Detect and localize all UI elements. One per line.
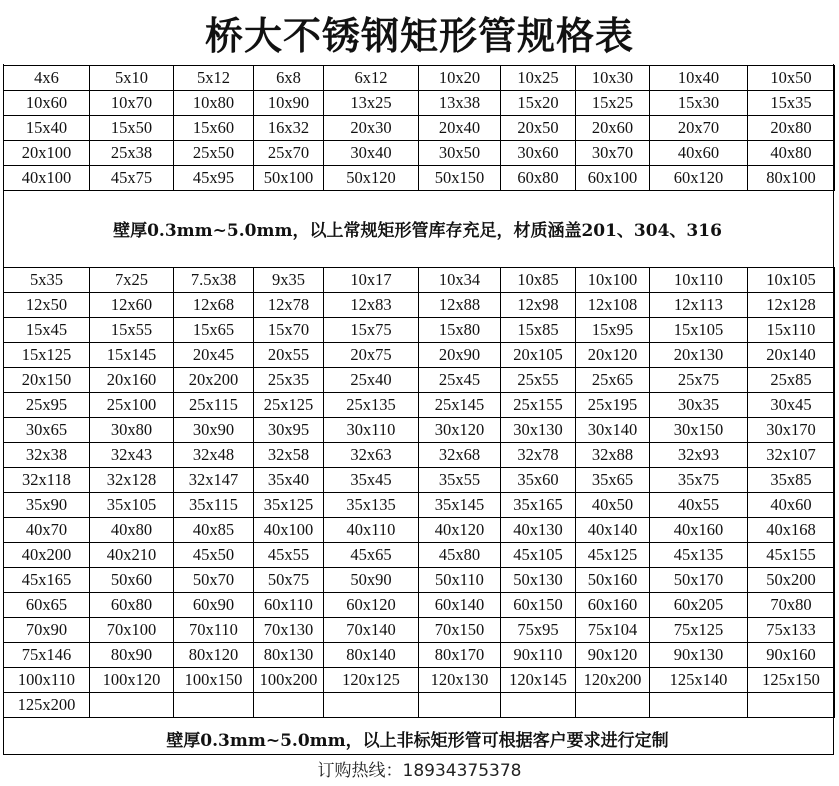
table-row (4, 91, 835, 116)
table-row (4, 443, 835, 468)
table-row (4, 468, 835, 493)
standard-size-cell: 15x40 (4, 116, 90, 141)
custom-size-cell: 35x45 (324, 468, 419, 493)
custom-size-cell: 35x75 (650, 468, 748, 493)
custom-size-cell: 15x105 (650, 318, 748, 343)
standard-size-cell: 30x70 (576, 141, 650, 166)
custom-size-cell: 32x107 (748, 443, 835, 468)
custom-size-cell: 20x130 (650, 343, 748, 368)
custom-size-cell: 40x130 (501, 518, 576, 543)
custom-size-cell: 25x45 (419, 368, 501, 393)
custom-size-cell: 60x120 (324, 593, 419, 618)
standard-size-cell: 15x50 (90, 116, 174, 141)
custom-size-cell: 40x85 (174, 518, 254, 543)
custom-size-cell: 35x145 (419, 493, 501, 518)
custom-size-cell: 12x83 (324, 293, 419, 318)
custom-size-cell: 75x104 (576, 618, 650, 643)
table-row (4, 593, 835, 618)
standard-size-cell: 20x50 (501, 116, 576, 141)
custom-size-cell: 32x88 (576, 443, 650, 468)
custom-size-cell: 12x78 (254, 293, 324, 318)
custom-size-cell: 75x146 (4, 643, 90, 668)
custom-size-cell: 120x200 (576, 668, 650, 693)
custom-size-cell: 10x105 (748, 268, 835, 293)
custom-size-cell: 35x85 (748, 468, 835, 493)
custom-size-cell: 120x145 (501, 668, 576, 693)
custom-size-cell: 50x60 (90, 568, 174, 593)
custom-size-cell: 15x85 (501, 318, 576, 343)
custom-size-cell: 12x60 (90, 293, 174, 318)
custom-size-cell: 100x120 (90, 668, 174, 693)
custom-size-cell (501, 693, 576, 718)
custom-size-cell: 40x140 (576, 518, 650, 543)
custom-size-cell: 10x85 (501, 268, 576, 293)
custom-size-cell: 9x35 (254, 268, 324, 293)
standard-size-cell: 30x60 (501, 141, 576, 166)
custom-size-cell: 25x40 (324, 368, 419, 393)
custom-size-cell: 45x65 (324, 543, 419, 568)
table-row (4, 141, 835, 166)
custom-size-cell: 50x170 (650, 568, 748, 593)
custom-size-cell: 15x110 (748, 318, 835, 343)
custom-size-cell (254, 693, 324, 718)
custom-size-cell: 20x200 (174, 368, 254, 393)
custom-size-cell: 15x70 (254, 318, 324, 343)
custom-size-cell: 25x100 (90, 393, 174, 418)
custom-size-cell: 125x150 (748, 668, 835, 693)
custom-size-cell: 35x105 (90, 493, 174, 518)
custom-size-cell: 15x125 (4, 343, 90, 368)
standard-size-cell: 60x100 (576, 166, 650, 191)
standard-size-cell: 45x95 (174, 166, 254, 191)
custom-size-cell: 20x140 (748, 343, 835, 368)
table-row (4, 268, 835, 293)
custom-size-cell: 120x130 (419, 668, 501, 693)
custom-size-cell: 15x75 (324, 318, 419, 343)
custom-size-cell: 90x160 (748, 643, 835, 668)
standard-stock-note: 壁厚0.3mm~5.0mm，以上常规矩形管库存充足，材质涵盖201、304、316 (113, 221, 722, 241)
custom-size-cell: 10x17 (324, 268, 419, 293)
standard-size-cell: 10x25 (501, 66, 576, 91)
standard-size-cell: 25x70 (254, 141, 324, 166)
custom-size-cell: 45x125 (576, 543, 650, 568)
custom-size-cell: 45x165 (4, 568, 90, 593)
standard-size-cell: 6x8 (254, 66, 324, 91)
custom-size-cell: 60x205 (650, 593, 748, 618)
standard-size-cell: 25x38 (90, 141, 174, 166)
standard-size-cell: 20x70 (650, 116, 748, 141)
custom-size-cell: 50x130 (501, 568, 576, 593)
custom-size-cell: 35x135 (324, 493, 419, 518)
custom-size-cell: 30x45 (748, 393, 835, 418)
table-row (4, 668, 835, 693)
custom-size-cell: 15x145 (90, 343, 174, 368)
custom-size-cell: 20x105 (501, 343, 576, 368)
custom-size-cell: 50x70 (174, 568, 254, 593)
custom-size-cell: 70x80 (748, 593, 835, 618)
custom-size-cell: 32x68 (419, 443, 501, 468)
custom-size-cell: 45x155 (748, 543, 835, 568)
table-row (4, 518, 835, 543)
custom-size-cell: 25x145 (419, 393, 501, 418)
custom-size-cell (748, 693, 835, 718)
custom-size-cell: 100x150 (174, 668, 254, 693)
custom-size-cell: 80x170 (419, 643, 501, 668)
table-row (4, 618, 835, 643)
custom-size-cell: 35x125 (254, 493, 324, 518)
custom-size-cell: 32x128 (90, 468, 174, 493)
custom-size-cell: 32x63 (324, 443, 419, 468)
custom-size-cell: 30x90 (174, 418, 254, 443)
standard-size-cell: 30x50 (419, 141, 501, 166)
standard-size-cell: 5x12 (174, 66, 254, 91)
custom-size-cell: 45x80 (419, 543, 501, 568)
custom-size-cell: 32x38 (4, 443, 90, 468)
custom-size-cell: 100x110 (4, 668, 90, 693)
standard-size-cell: 60x120 (650, 166, 748, 191)
custom-size-cell: 30x140 (576, 418, 650, 443)
custom-size-cell: 50x200 (748, 568, 835, 593)
custom-size-cell: 35x60 (501, 468, 576, 493)
standard-size-cell: 13x38 (419, 91, 501, 116)
custom-size-cell: 80x130 (254, 643, 324, 668)
custom-size-cell: 60x90 (174, 593, 254, 618)
table-row (4, 543, 835, 568)
custom-size-cell: 15x65 (174, 318, 254, 343)
custom-size-cell: 30x130 (501, 418, 576, 443)
standard-size-cell: 10x90 (254, 91, 324, 116)
custom-size-cell: 60x160 (576, 593, 650, 618)
custom-size-cell: 40x120 (419, 518, 501, 543)
custom-order-note: 壁厚0.3mm~5.0mm，以上非标矩形管可根据客户要求进行定制 (166, 731, 669, 751)
custom-size-cell: 80x140 (324, 643, 419, 668)
custom-size-cell: 25x155 (501, 393, 576, 418)
custom-size-cell: 20x150 (4, 368, 90, 393)
standard-size-cell: 20x30 (324, 116, 419, 141)
custom-size-cell: 20x75 (324, 343, 419, 368)
custom-size-cell: 80x90 (90, 643, 174, 668)
custom-size-cell: 12x68 (174, 293, 254, 318)
standard-size-cell: 20x100 (4, 141, 90, 166)
custom-size-cell: 25x125 (254, 393, 324, 418)
custom-size-cell: 60x150 (501, 593, 576, 618)
custom-size-cell (576, 693, 650, 718)
custom-size-cell: 20x45 (174, 343, 254, 368)
standard-size-cell: 13x25 (324, 91, 419, 116)
custom-size-cell: 20x160 (90, 368, 174, 393)
custom-size-cell: 80x120 (174, 643, 254, 668)
custom-size-cell: 25x85 (748, 368, 835, 393)
custom-size-cell: 75x133 (748, 618, 835, 643)
standard-size-cell: 6x12 (324, 66, 419, 91)
standard-size-cell: 16x32 (254, 116, 324, 141)
custom-size-cell: 25x75 (650, 368, 748, 393)
custom-size-cell: 70x90 (4, 618, 90, 643)
standard-size-cell: 15x35 (748, 91, 835, 116)
custom-size-cell: 25x115 (174, 393, 254, 418)
custom-size-cell (174, 693, 254, 718)
custom-size-cell: 32x43 (90, 443, 174, 468)
custom-size-cell: 32x118 (4, 468, 90, 493)
standard-size-cell: 15x20 (501, 91, 576, 116)
custom-size-cell: 30x35 (650, 393, 748, 418)
custom-size-cell: 35x115 (174, 493, 254, 518)
custom-size-cell: 12x128 (748, 293, 835, 318)
custom-size-cell: 12x98 (501, 293, 576, 318)
contact-hotline: 订购热线：18934375378 (317, 761, 522, 781)
custom-size-cell: 90x110 (501, 643, 576, 668)
standard-size-cell: 20x40 (419, 116, 501, 141)
custom-size-cell: 40x50 (576, 493, 650, 518)
custom-size-cell: 90x130 (650, 643, 748, 668)
custom-size-cell: 125x140 (650, 668, 748, 693)
standard-size-cell: 60x80 (501, 166, 576, 191)
custom-size-cell: 35x90 (4, 493, 90, 518)
custom-size-cell: 35x65 (576, 468, 650, 493)
table-row (4, 318, 835, 343)
table-row (4, 116, 835, 141)
custom-size-cell: 10x34 (419, 268, 501, 293)
custom-size-cell: 30x95 (254, 418, 324, 443)
custom-size-cell: 90x120 (576, 643, 650, 668)
standard-size-cell: 5x10 (90, 66, 174, 91)
table-row (4, 368, 835, 393)
standard-size-cell: 10x40 (650, 66, 748, 91)
custom-size-cell: 25x55 (501, 368, 576, 393)
standard-size-cell: 50x150 (419, 166, 501, 191)
standard-size-cell: 10x80 (174, 91, 254, 116)
custom-size-cell (419, 693, 501, 718)
custom-size-cell (90, 693, 174, 718)
custom-size-cell: 32x78 (501, 443, 576, 468)
standard-size-cell: 10x60 (4, 91, 90, 116)
table-row (4, 568, 835, 593)
standard-size-cell: 50x100 (254, 166, 324, 191)
custom-size-cell: 45x135 (650, 543, 748, 568)
custom-size-cell: 70x110 (174, 618, 254, 643)
standard-size-cell: 15x30 (650, 91, 748, 116)
custom-size-cell: 12x88 (419, 293, 501, 318)
custom-size-cell: 60x80 (90, 593, 174, 618)
table-row (4, 66, 835, 91)
custom-size-cell: 15x55 (90, 318, 174, 343)
table-row (4, 693, 835, 718)
custom-size-cell: 32x147 (174, 468, 254, 493)
custom-size-cell: 40x168 (748, 518, 835, 543)
standard-size-cell: 40x100 (4, 166, 90, 191)
custom-size-table (3, 267, 835, 718)
custom-size-cell: 35x55 (419, 468, 501, 493)
custom-size-cell: 50x75 (254, 568, 324, 593)
custom-size-cell: 50x90 (324, 568, 419, 593)
custom-size-cell: 60x110 (254, 593, 324, 618)
custom-size-cell: 40x70 (4, 518, 90, 543)
custom-size-cell: 125x200 (4, 693, 90, 718)
standard-size-cell: 4x6 (4, 66, 90, 91)
custom-size-cell: 60x65 (4, 593, 90, 618)
custom-size-cell: 30x120 (419, 418, 501, 443)
custom-size-cell: 70x150 (419, 618, 501, 643)
page-title: 桥大不锈钢矩形管规格表 (204, 12, 634, 58)
standard-size-cell: 30x40 (324, 141, 419, 166)
custom-size-cell: 40x210 (90, 543, 174, 568)
standard-size-cell: 80x100 (748, 166, 835, 191)
custom-size-cell: 7.5x38 (174, 268, 254, 293)
custom-size-cell: 60x140 (419, 593, 501, 618)
standard-size-cell: 10x70 (90, 91, 174, 116)
standard-size-cell: 10x30 (576, 66, 650, 91)
custom-size-cell: 30x170 (748, 418, 835, 443)
custom-size-cell: 25x65 (576, 368, 650, 393)
standard-size-cell: 10x50 (748, 66, 835, 91)
custom-size-cell: 10x100 (576, 268, 650, 293)
custom-size-cell: 30x80 (90, 418, 174, 443)
table-row (4, 643, 835, 668)
standard-size-cell: 40x60 (650, 141, 748, 166)
standard-size-table (3, 65, 835, 191)
table-row (4, 493, 835, 518)
custom-size-cell: 32x93 (650, 443, 748, 468)
standard-size-cell: 10x20 (419, 66, 501, 91)
custom-size-cell: 30x65 (4, 418, 90, 443)
custom-size-cell: 12x108 (576, 293, 650, 318)
custom-size-cell: 20x90 (419, 343, 501, 368)
custom-size-cell: 75x125 (650, 618, 748, 643)
custom-size-cell: 30x110 (324, 418, 419, 443)
custom-size-cell (324, 693, 419, 718)
table-row (4, 293, 835, 318)
custom-size-cell: 15x80 (419, 318, 501, 343)
table-row (4, 343, 835, 368)
custom-size-cell: 32x58 (254, 443, 324, 468)
standard-size-cell: 25x50 (174, 141, 254, 166)
table-row (4, 166, 835, 191)
custom-size-cell: 12x50 (4, 293, 90, 318)
custom-size-cell: 100x200 (254, 668, 324, 693)
custom-size-cell: 12x113 (650, 293, 748, 318)
custom-size-cell: 50x160 (576, 568, 650, 593)
custom-size-cell: 75x95 (501, 618, 576, 643)
custom-size-cell: 35x40 (254, 468, 324, 493)
custom-size-cell: 20x120 (576, 343, 650, 368)
custom-size-cell: 25x35 (254, 368, 324, 393)
table-row (4, 393, 835, 418)
custom-size-cell: 45x50 (174, 543, 254, 568)
custom-size-cell: 7x25 (90, 268, 174, 293)
custom-size-cell: 45x55 (254, 543, 324, 568)
custom-size-cell: 35x165 (501, 493, 576, 518)
custom-size-cell (650, 693, 748, 718)
custom-size-cell: 15x45 (4, 318, 90, 343)
custom-size-cell: 30x150 (650, 418, 748, 443)
standard-size-cell: 20x60 (576, 116, 650, 141)
custom-size-cell: 50x110 (419, 568, 501, 593)
custom-size-cell: 40x55 (650, 493, 748, 518)
custom-size-cell: 120x125 (324, 668, 419, 693)
custom-size-cell: 15x95 (576, 318, 650, 343)
standard-size-cell: 45x75 (90, 166, 174, 191)
custom-size-cell: 70x140 (324, 618, 419, 643)
standard-size-cell: 40x80 (748, 141, 835, 166)
custom-size-cell: 5x35 (4, 268, 90, 293)
table-row (4, 418, 835, 443)
standard-size-cell: 15x60 (174, 116, 254, 141)
standard-size-cell: 50x120 (324, 166, 419, 191)
custom-size-cell: 40x200 (4, 543, 90, 568)
custom-size-cell: 70x130 (254, 618, 324, 643)
standard-size-cell: 15x25 (576, 91, 650, 116)
custom-size-cell: 25x95 (4, 393, 90, 418)
custom-size-cell: 45x105 (501, 543, 576, 568)
custom-size-cell: 10x110 (650, 268, 748, 293)
custom-size-cell: 40x80 (90, 518, 174, 543)
standard-size-cell: 20x80 (748, 116, 835, 141)
custom-size-cell: 40x160 (650, 518, 748, 543)
custom-size-cell: 25x195 (576, 393, 650, 418)
custom-size-cell: 25x135 (324, 393, 419, 418)
custom-size-cell: 32x48 (174, 443, 254, 468)
custom-size-cell: 40x100 (254, 518, 324, 543)
custom-size-cell: 40x60 (748, 493, 835, 518)
custom-size-cell: 40x110 (324, 518, 419, 543)
custom-size-cell: 70x100 (90, 618, 174, 643)
custom-size-cell: 20x55 (254, 343, 324, 368)
